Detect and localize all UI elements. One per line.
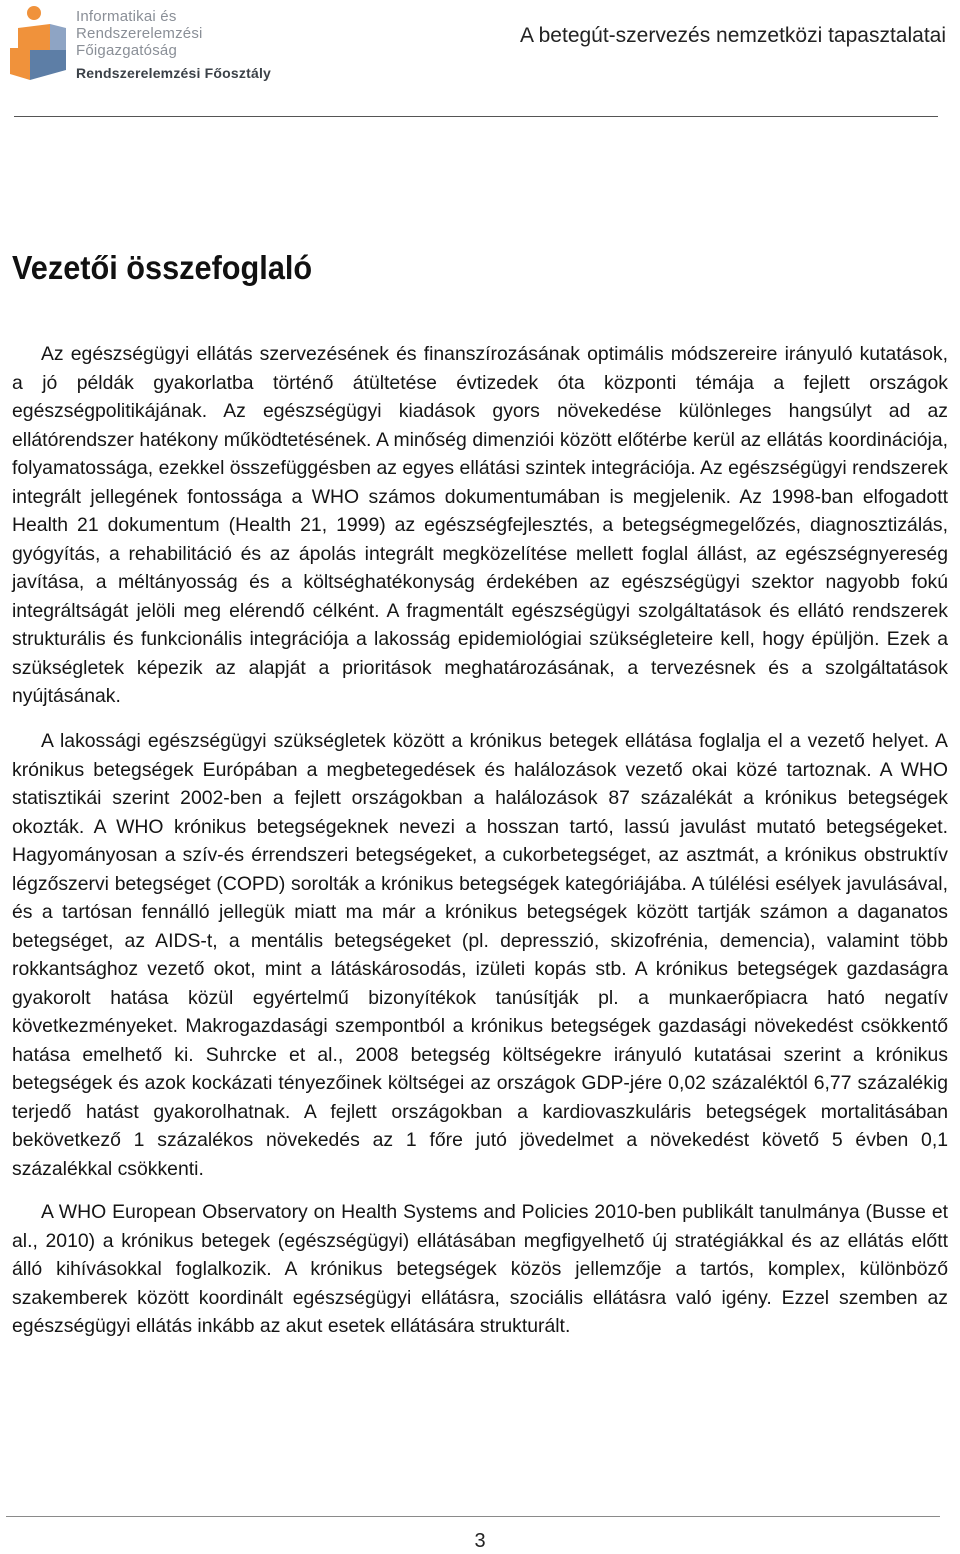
paragraph-1: Az egészségügyi ellátás szervezésének és finanszírozásának optimális módszereire irányuló kutatások, a jó példák gyakorlatba történő átültetése évtizedek óta központi témája a fejlett országok egészségpolitikájának. Az egészségügyi kiadások gyors növekedése különleges hangsúlyt ad az ellátórendszer hatékony működtetésének. A minőség dimenziói között előtérbe kerül az ellátás koordinációja, folyamatossága, ezekkel összefüggésben az egyes ellátási szintek integrációja. Az egészségügyi rendszerek integrált jellegének fontossága a WHO számos dokumentumában is megjelenik. Az 1998-ban elfogadott Health 21 dokumentum (Health 21, 1999) az egészségfejlesztés, a betegségmegelőzés, diagnosztizálás, gyógyítás, a rehabilitáció és az ápolás integrált megközelítése mellett foglal állást, az egészségnyereség javítása, a méltányosság és a költséghatékonyság érdekében az egészségügyi szektor nagyobb fokú integráltságát jelöli meg elérendő célként. A fragmentált egészségügyi szolgáltatások és ellátó rendszerek strukturális és funkcionális integrációja a lakosság epidemiológiai szükségleteire kell, hogy épüljön. Ezek a szükségletek képezik az alapját a prioritások meghatározásának, a tervezésnek és a szolgáltatások nyújtásának. — [12, 343, 948, 707]
logo-line-4: Rendszerelemzési Főosztály — [76, 65, 272, 81]
footer-divider — [6, 1516, 940, 1517]
document-title: Vezetői összefoglaló — [12, 249, 313, 286]
paragraph-2: A lakossági egészségügyi szükségletek között a krónikus betegek ellátása foglalja el a vezető helyet. A krónikus betegségek Európában a megbetegedések és halálozások vezető okai közé tartoznak. A WHO statisztikái szerint 2002-ben a fejlett országokban a halálozások 87 százalékát a krónikus betegségek okozták. A WHO krónikus betegségeknek nevezi a hosszan tartó, lassú javulást mutató betegségeket. Hagyományosan a szív-és érrendszeri betegségeket, a cukorbetegséget, az asztmát, a krónikus obstruktív légzőszervi betegséget (COPD) sorolták a krónikus betegségek kategóriájába. A túlélési esélyek javulásával, és a tartósan fennálló jellegük miatt ma már a krónikus betegségek között tartják számon a daganatos betegséget, az AIDS-t, a mentális betegségeket (pl. depresszió, skizofrénia, demencia), valamint több rokkantsághoz vezető okot, mint a látáskárosodás, izületi kopás stb. A krónikus betegségek gazdaságra gyakorolt hatása közül egyértelmű bizonyítékok tanúsítják pl. a munkaerőpiacra ható negatív következményeket. Makrogazdasági szempontból a krónikus betegségek gazdasági növekedést csökkentő hatása emelhető ki. Suhrcke et al., 2008 betegség költségekre irányuló kutatásai szerint a krónikus betegségek és azok kockázati tényezőinek költségei az országok GDP-jére 0,02 százaléktól 6,77 százalékig terjedő hatást gyakorolhatnak. A fejlett országokban a kardiovaszkuláris betegségek mortalitásában bekövetkező 1 százalékos növekedés az 1 főre jutó jövedelmet a növekedést követő 5 évben 0,1 százalékkal csökkenti. — [12, 730, 948, 1180]
header-divider — [14, 116, 938, 117]
page-header — [0, 0, 960, 118]
logo-line-3: Főigazgatóság — [76, 42, 178, 59]
paragraph-3: A WHO European Observatory on Health Systems and Policies 2010-ben publikált tanulmánya (Busse et al., 2010) a krónikus betegek (egészségügyi) ellátásában megfigyelhető új stratégiákkal és az ellátás előtt álló kihívásokkal foglalkozik. A krónikus betegségek közös jellemzője a tartós, komplex, különböző szakemberek között koordinált egészségügyi ellátásra, szociális ellátásra való igény. Ezzel szemben az egészségügyi ellátás inkább az akut esetek ellátására strukturált. — [12, 1201, 948, 1337]
logo-icon — [8, 4, 68, 84]
logo-text — [76, 8, 271, 82]
logo-line-2: Rendszerelemzési — [76, 25, 203, 42]
page-number: 3 — [474, 1530, 486, 1552]
header-title: A betegút-szervezés nemzetközi tapasztalatai — [519, 24, 946, 47]
logo-line-1: Informatikai és — [76, 8, 177, 25]
